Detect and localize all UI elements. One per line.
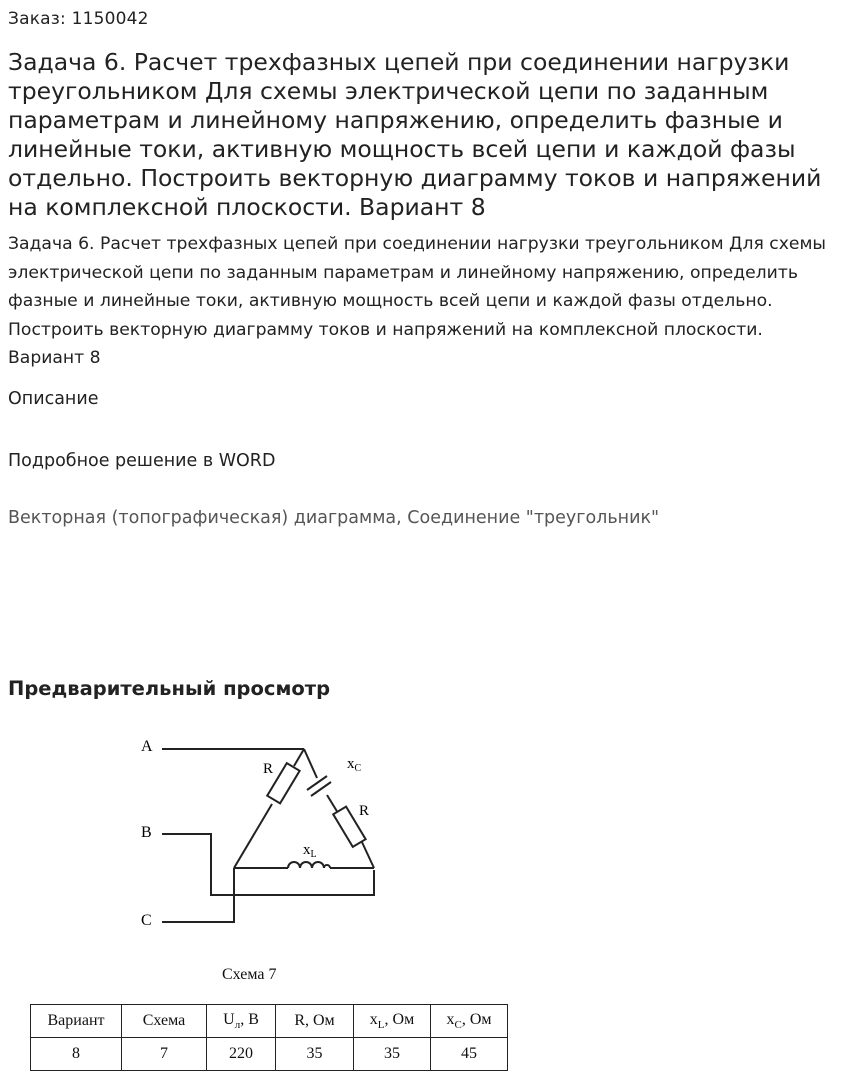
- diagram-caption: Схема 7: [222, 966, 277, 983]
- table-header-cell: Вариант: [31, 1005, 122, 1038]
- solution-note: Подробное решение в WORD: [8, 451, 276, 471]
- table-cell-xl: 35: [354, 1038, 431, 1071]
- table-cell-variant: 8: [31, 1038, 122, 1071]
- label-xl: $x_L$: [303, 842, 317, 860]
- label-r-left: R: [263, 761, 274, 777]
- table-header-cell: $x_L$, Ом: [354, 1005, 431, 1038]
- table-header-cell: Схема: [122, 1005, 207, 1038]
- tag-link-vector-diagram[interactable]: Векторная (топографическая) диаграмма: [8, 508, 397, 528]
- tag-separator: ,: [396, 508, 408, 528]
- table-row: [31, 1038, 508, 1071]
- task-description: Задача 6. Расчет трехфазных цепей при соединении нагрузки треугольником Для схемы электрической цепи по заданным параметрам и линейному напряжению, определить фазные и линейные токи, активную мощность всей цепи и каждой фазы отдельно. Построить векторную диаграмму токов и напряжений на комплексной плоскости. Вариант 8: [8, 234, 827, 369]
- parameters-table: [30, 1004, 508, 1071]
- label-xc: $x_C$: [347, 756, 362, 774]
- inductor: [288, 862, 330, 868]
- table-header-cell: $x_C$, Ом: [431, 1005, 508, 1038]
- page-title: Задача 6. Расчет трехфазных цепей при соединении нагрузки треугольником Для схемы электрической цепи по заданным параметрам и линейному напряжению, определить фазные и линейные токи, активную мощность всей цепи и каждой фазы отдельно. Построить векторную диаграмму токов и напряжений на комплексной плоскости. Вариант 8: [8, 48, 822, 221]
- tag-list: [8, 508, 659, 528]
- tag-link-delta-connection[interactable]: Соединение "треугольник": [407, 508, 660, 528]
- section-heading-description: Описание: [8, 389, 99, 409]
- label-r-right: R: [359, 803, 370, 819]
- terminal-label-b: B: [141, 824, 152, 841]
- table-cell-voltage: 220: [207, 1038, 276, 1071]
- order-number: Заказ: 1150042: [8, 9, 149, 29]
- terminal-label-a: A: [141, 738, 153, 755]
- table-header-row: [31, 1005, 508, 1038]
- table-header-cell: $U_л$, В: [207, 1005, 276, 1038]
- table-header-cell: R, Ом: [276, 1005, 354, 1038]
- table-cell-r: 35: [276, 1038, 354, 1071]
- circuit-diagram: [100, 730, 400, 945]
- table-cell-schema: 7: [122, 1038, 207, 1071]
- table-cell-xc: 45: [431, 1038, 508, 1071]
- preview-heading: Предварительный просмотр: [8, 677, 331, 700]
- capacitor: [307, 776, 331, 796]
- terminal-label-c: C: [141, 912, 152, 929]
